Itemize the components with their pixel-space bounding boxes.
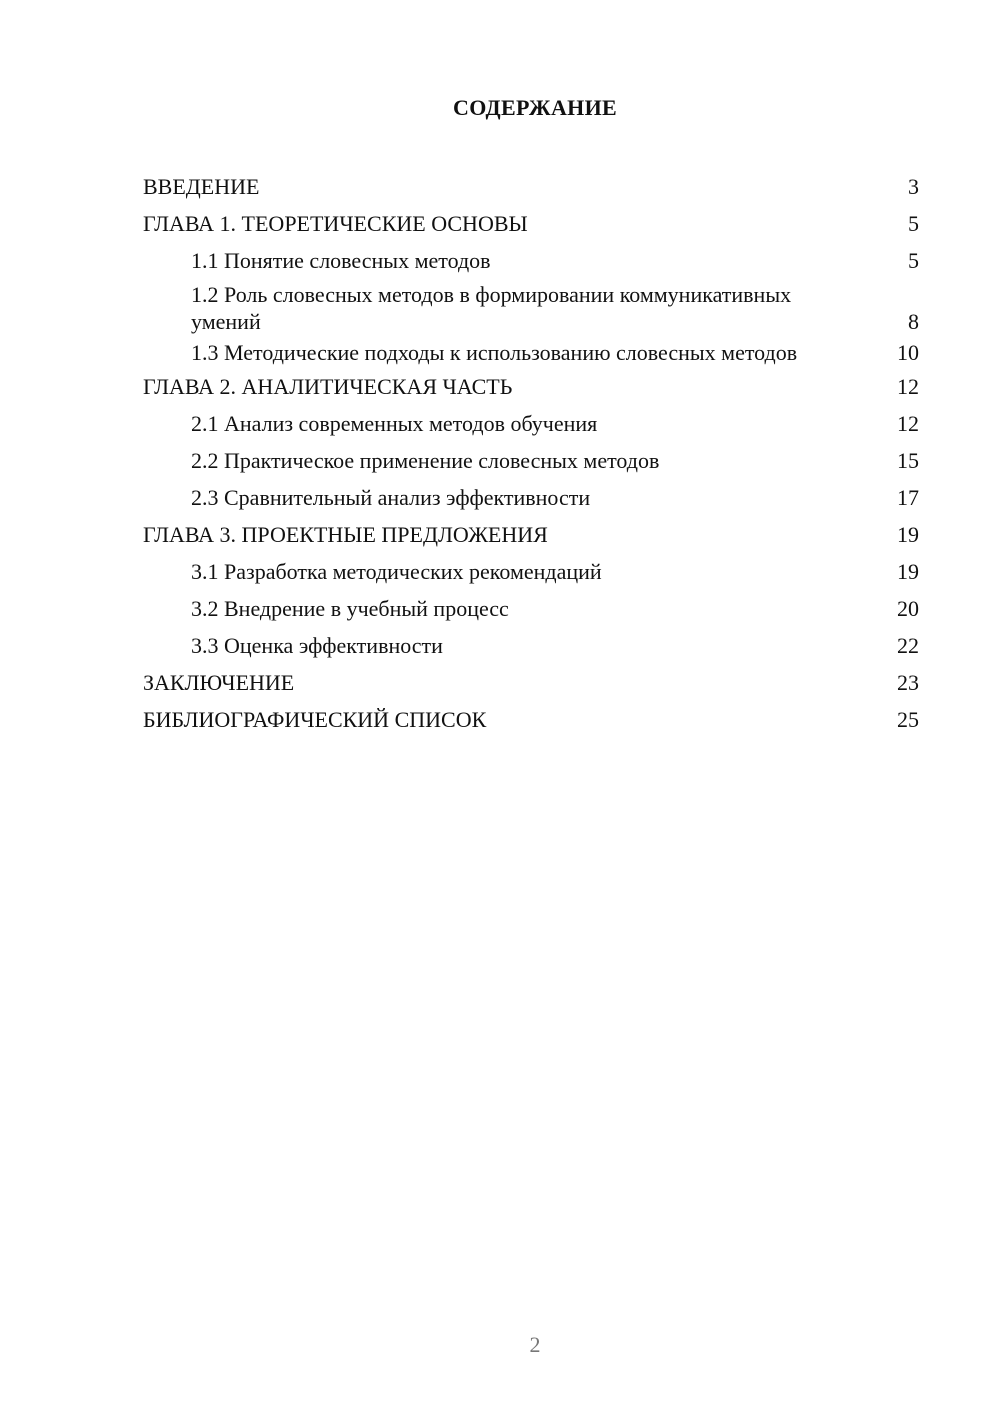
toc-entry-page: 25 (897, 707, 919, 732)
toc-entry-page: 22 (897, 633, 919, 658)
toc-entry-title: 1.1 Понятие словесных методов (191, 248, 491, 273)
toc-entry-page: 19 (897, 559, 919, 584)
toc-entry (143, 337, 919, 368)
toc-entry (143, 442, 919, 479)
toc-entry (143, 368, 919, 405)
toc-entry-page: 5 (908, 248, 919, 273)
toc-entry-page: 12 (897, 411, 919, 436)
toc-entry (143, 479, 919, 516)
toc-entry-title: ГЛАВА 3. ПРОЕКТНЫЕ ПРЕДЛОЖЕНИЯ (143, 522, 548, 547)
toc-entry-title: ГЛАВА 1. ТЕОРЕТИЧЕСКИЕ ОСНОВЫ (143, 211, 528, 236)
toc-entry-page: 3 (908, 174, 919, 199)
toc-entry-page: 5 (908, 211, 919, 236)
toc-entry-title: 1.3 Методические подходы к использованию словесных методов (191, 340, 798, 365)
toc-entry-page: 15 (897, 448, 919, 473)
toc-entry-page: 19 (897, 522, 919, 547)
toc-entry-title: ГЛАВА 2. АНАЛИТИЧЕСКАЯ ЧАСТЬ (143, 374, 513, 399)
toc-entry (143, 405, 919, 442)
toc-entry (143, 242, 919, 279)
toc-entry-title: 2.1 Анализ современных методов обучения (191, 411, 598, 436)
toc-entry-title: 2.2 Практическое применение словесных методов (191, 448, 660, 473)
toc-entry (143, 516, 919, 553)
toc-list (143, 168, 919, 738)
toc-entry (143, 701, 919, 738)
toc-entry-page: 17 (897, 485, 919, 510)
toc-entry (143, 664, 919, 701)
toc-entry-title: ЗАКЛЮЧЕНИЕ (143, 670, 295, 695)
toc-entry-title: 2.3 Сравнительный анализ эффективности (191, 485, 591, 510)
toc-entry-page: 8 (908, 309, 919, 334)
toc-entry (143, 168, 919, 205)
toc-entry (143, 205, 919, 242)
toc-entry-page: 10 (897, 340, 919, 365)
toc-entry (143, 590, 919, 627)
toc-entry (143, 627, 919, 664)
toc-entry-title: БИБЛИОГРАФИЧЕСКИЙ СПИСОК (143, 707, 487, 732)
toc-entry-title: 3.1 Разработка методических рекомендаций (191, 559, 602, 584)
toc-entry-page: 20 (897, 596, 919, 621)
toc-entry-title: 3.3 Оценка эффективности (191, 633, 443, 658)
toc-entry-title: 3.2 Внедрение в учебный процесс (191, 596, 509, 621)
toc-entry-page: 23 (897, 670, 919, 695)
toc-entry (143, 553, 919, 590)
toc-heading: СОДЕРЖАНИЕ (453, 95, 617, 120)
toc-entry-title: ВВЕДЕНИЕ (143, 174, 260, 199)
toc-entry-title: 1.2 Роль словесных методов в формировании коммуникативных умений (191, 282, 792, 334)
page-number: 2 (529, 1332, 541, 1357)
toc-entry (143, 279, 919, 337)
toc-entry-page: 12 (897, 374, 919, 399)
